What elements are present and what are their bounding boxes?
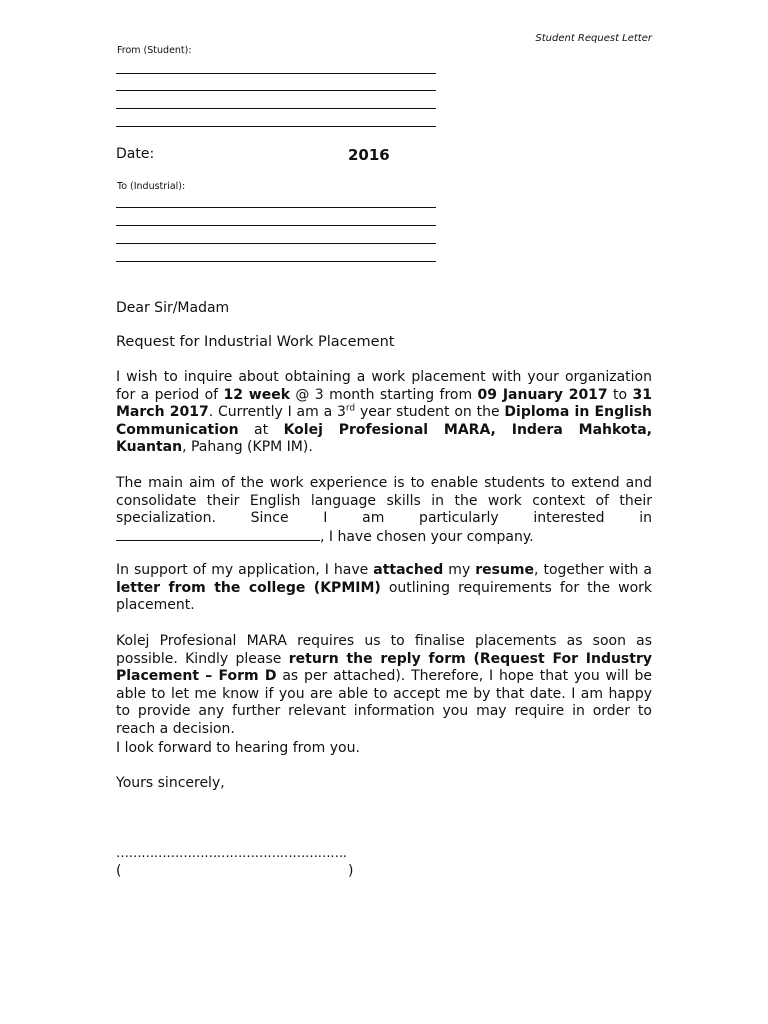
para1-text-5: year student on the [355, 404, 505, 420]
para1-duration: 12 week [223, 386, 291, 403]
para3-attached: attached [373, 562, 444, 578]
para1-college: Kolej Profesional MARA, Indera Mahkota, Kuantan [116, 421, 652, 455]
para2-text-1: The main aim of the work experience is to enable students to extend and consolidate their English language skills in the work context of their specialization. Since I am particularly interested in [116, 475, 652, 526]
to-line-3 [116, 243, 436, 244]
para3-text-4: outlining requirements for the work placement. [116, 579, 653, 613]
para4-reply-form: return the reply form (Request For Industry Placement – Form D [116, 650, 652, 684]
para1-text-7: , Pahang (KPM IM). [182, 439, 313, 455]
para1-text-6: at [238, 421, 284, 438]
page-header: Student Request Letter [535, 33, 652, 44]
para1-text-1: I wish to inquire about obtaining a work placement with your organization for a period of [116, 369, 652, 403]
to-label: To (Industrial): [117, 181, 186, 192]
para2-text-2: , I have chosen your company. [320, 528, 534, 545]
to-line-4 [116, 261, 436, 262]
to-line-1 [116, 207, 436, 208]
date-year: 2016 [348, 146, 390, 164]
paragraph-aim [116, 475, 652, 546]
para1-start-date: 09 January 2017 [477, 386, 608, 403]
sign-off: Yours sincerely, [116, 775, 225, 791]
from-line-2 [116, 90, 436, 91]
specialization-blank [116, 528, 320, 541]
para1-text-2: @ 3 month starting from [290, 386, 478, 403]
salutation: Dear Sir/Madam [116, 300, 230, 316]
para3-resume: resume [475, 562, 535, 578]
name-paren-open: ( [116, 863, 122, 879]
from-line-1 [116, 73, 436, 74]
para1-diploma: Diploma in English Communication [116, 404, 652, 438]
paragraph-support [116, 562, 652, 615]
from-line-3 [116, 108, 436, 109]
para1-end-date: 31 March 2017 [116, 386, 652, 420]
subject-line: Request for Industrial Work Placement [116, 334, 395, 350]
para1-text-3: to [607, 386, 633, 403]
para1-text-4: . Currently I am a 3 [208, 404, 346, 420]
from-line-4 [116, 126, 436, 127]
date-label: Date: [116, 146, 155, 162]
para1-ordinal: rd [345, 403, 356, 414]
para4-text-1: Kolej Profesional MARA requires us to finalise placements as soon as possible. Kindly please [116, 633, 652, 667]
to-line-2 [116, 225, 436, 226]
paragraph-intro [116, 369, 652, 457]
para4-text-2: as per attached). Therefore, I hope that you will be able to let me know if you are able to accept me by that date. I am happy to provide any further relevant information you may require in order to reach a decision. [116, 668, 652, 737]
paragraph-request [116, 633, 652, 738]
para3-college-letter: letter from the college (KPMIM) [116, 579, 381, 596]
para3-text-1: In support of my application, I have [116, 562, 374, 578]
closing-line: I look forward to hearing from you. [116, 740, 360, 756]
from-label: From (Student): [117, 45, 192, 56]
signature-dots: ………………………………………………. [116, 846, 347, 861]
para3-text-2: my [443, 562, 476, 578]
para3-text-3: , together with a [534, 562, 652, 578]
name-paren-close: ) [348, 863, 354, 879]
